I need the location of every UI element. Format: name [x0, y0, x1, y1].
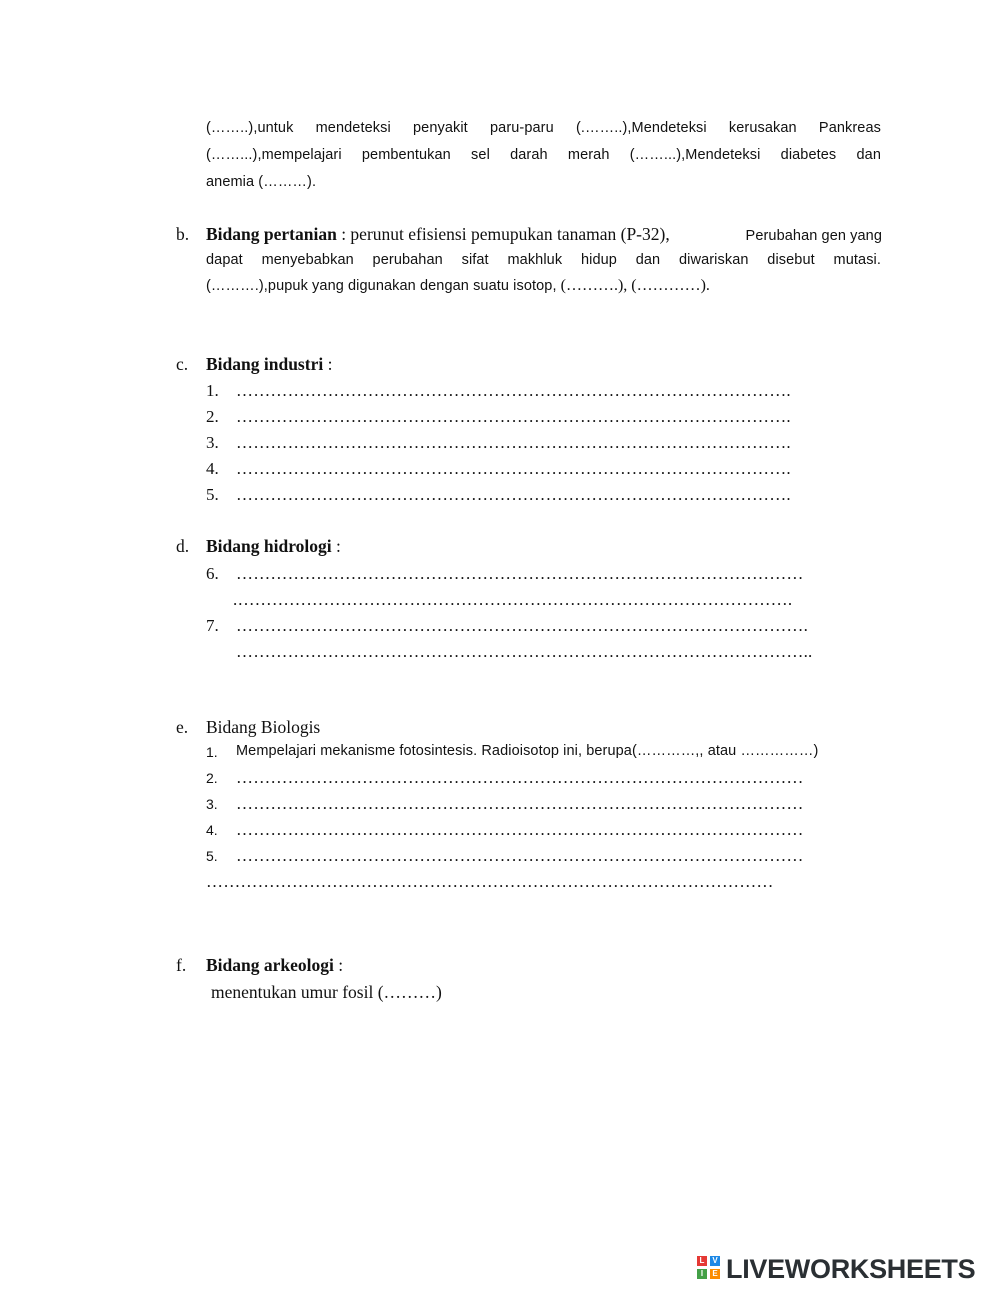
industri-item-num: 4.: [206, 459, 219, 478]
section-f-letter: f.: [176, 955, 187, 975]
industri-item-num: 3.: [206, 433, 219, 452]
biologis-item-num: 2.: [206, 770, 218, 786]
industri-answer-1[interactable]: …………………………………………………………………………………….: [236, 381, 791, 400]
section-f-title: Bidang arkeologi: [206, 955, 334, 975]
industri-answer-5[interactable]: …………………………………………………………………………………….: [236, 485, 791, 504]
hidrologi-item-num-6: 6.: [206, 564, 219, 583]
biologis-answer-5-continued[interactable]: ………………………………………………………………………………………: [206, 872, 774, 891]
industri-item-num: 5.: [206, 485, 219, 504]
hidrologi-answer-6-line-2[interactable]: .…………………………………………………………………………………….: [233, 590, 793, 609]
hidrologi-answer-7-line-2[interactable]: ………………………………………………………………………………………..: [236, 642, 813, 661]
industri-answer-2[interactable]: …………………………………………………………………………………….: [236, 407, 791, 426]
biologis-item-num: 5.: [206, 848, 218, 864]
section-c-letter: c.: [176, 354, 189, 374]
section-f-heading: [206, 955, 343, 976]
section-f-colon: :: [333, 955, 344, 975]
section-b-intro: : perunut efisiensi pemupukan tanaman (P-32),: [336, 224, 670, 244]
biologis-item-num: 4.: [206, 822, 218, 838]
section-b-letter: b.: [176, 224, 190, 244]
arkeologi-line: menentukan umur fosil (………): [211, 982, 442, 1002]
section-d-letter: d.: [176, 536, 190, 556]
industri-item-num: 1.: [206, 381, 219, 400]
industri-item-num: 2.: [206, 407, 219, 426]
section-b-line3-a: (……….),pupuk yang digunakan dengan suatu isotop,: [206, 278, 557, 294]
biologis-item-1-text: Mempelajari mekanisme fotosintesis. Radioisotop ini, berupa(…………,, atau ……………): [236, 743, 819, 759]
logo-text: LIVEWORKSHEETS: [726, 1253, 976, 1284]
hidrologi-item-num-7: 7.: [206, 616, 219, 635]
industri-answer-3[interactable]: …………………………………………………………………………………….: [236, 433, 791, 452]
section-b-line-3: [206, 277, 710, 295]
section-c-heading: [206, 354, 332, 375]
biologis-answer-2[interactable]: ………………………………………………………………………………………: [236, 768, 804, 787]
logo-block-i: I: [697, 1269, 707, 1279]
liveworksheets-logo: [697, 1254, 975, 1284]
section-d-title: Bidang hidrologi: [206, 536, 332, 556]
biologis-item-num-1: 1.: [206, 744, 218, 760]
biologis-answer-4[interactable]: ………………………………………………………………………………………: [236, 820, 804, 839]
logo-block-e: E: [710, 1269, 720, 1279]
biologis-item-num: 3.: [206, 796, 218, 812]
biologis-answer-3[interactable]: ………………………………………………………………………………………: [236, 794, 804, 813]
industri-answer-4[interactable]: …………………………………………………………………………………….: [236, 459, 791, 478]
section-b-title: Bidang pertanian: [206, 224, 337, 244]
section-e-letter: e.: [176, 717, 189, 737]
section-d-colon: :: [331, 536, 341, 556]
section-e-title: Bidang Biologis: [206, 717, 321, 737]
section-b-line-1: [206, 224, 882, 245]
section-a-line-1: (……..),untuk mendeteksi penyakit paru-paru (.……..),Mendeteksi kerusakan Pankreas: [206, 120, 881, 136]
logo-blocks-icon: [697, 1256, 723, 1282]
section-c-title: Bidang industri: [206, 354, 324, 374]
logo-block-v: V: [710, 1256, 720, 1266]
section-b-line1-rest: Perubahan gen yang: [745, 228, 882, 244]
section-a-line-2: (……...),mempelajari pembentukan sel darah merah (……...),Mendeteksi diabetes dan: [206, 147, 881, 163]
hidrologi-answer-6-line-1[interactable]: ………………………………………………………………………………………: [236, 564, 804, 583]
logo-block-l: L: [697, 1256, 707, 1266]
section-c-colon: :: [323, 354, 333, 374]
section-b-line-2: dapat menyebabkan perubahan sifat makhluk hidup dan diwariskan disebut mutasi.: [206, 252, 881, 268]
section-b-line3-b: (……….), (…………).: [556, 277, 710, 294]
section-d-heading: [206, 536, 341, 557]
biologis-answer-5[interactable]: ………………………………………………………………………………………: [236, 846, 804, 865]
hidrologi-answer-7-line-1[interactable]: ……………………………………………………………………………………….: [236, 616, 809, 635]
section-a-line-3: anemia (………).: [206, 174, 317, 190]
